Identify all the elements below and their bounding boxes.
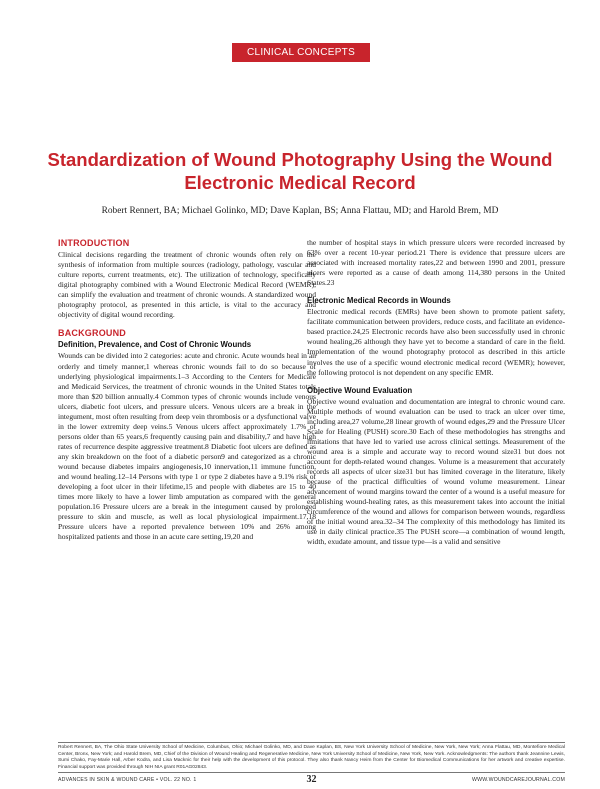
footer-divider — [58, 772, 565, 773]
objective-evaluation-subheading: Objective Wound Evaluation — [307, 385, 413, 395]
footnote-divider — [58, 742, 565, 743]
page-footer — [58, 775, 565, 784]
emr-paragraph: Electronic medical records (EMRs) have been shown to promote patient safety, facilitate communication between providers, reduce costs, and facilitate an evidence-based practice.24,25 Electronic records have also been successfully used in chronic wound healing,26 although they have yet to become a standard of care in the field. Implementation of the wound photography protocol as described in this article involves the use of a specific wound electronic medical record (WEMR); however, the following protocol is not dependent on any specific EMR. — [307, 307, 565, 377]
definition-paragraph: Wounds can be divided into 2 categories: acute and chronic. Acute wounds heal in an orderly and timely manner,1 whereas chronic wounds fail to do so because of underlying physiological impairments.1–3 According to the Centers for Medicare and Medicaid Services, the treatment of chronic wounds in the United States totals more than $20 billion annually.4 Common types of chronic wounds include venous ulcers, diabetic foot ulcers, and pressure ulcers. Venous ulcers are a break in the integument, most often resulting from deep vein thrombosis or a dysfunctional valve in the lower extremity deep veins.5 Venous ulcers affect approximately 1.7% of persons older than 65 years,6 frequently causing pain and disability,7 and have high rates of recurrence despite aggressive treatment.8 Diabetic foot ulcers are defined as any skin breakdown on the foot of a diabetic person9 and categorized as a chronic wound because diabetes impairs angiogenesis,10 innervation,11 immune function, and wound healing.12–14 Persons with type 1 or type 2 diabetes have a 9.1% risk of developing a foot ulcer in their lifetime,15 and people with diabetes are 15 to 40 times more likely to have a lower limb amputation as compared with the general population.16 Pressure ulcers are a break in the integument caused by prolonged pressure to skin and muscle, as well as local physiological impairment.17,18 Pressure ulcers have a reported prevalence between 10% and 26% among hospitalized patients and those in an acute care setting,19,20 and — [58, 351, 316, 542]
introduction-heading: INTRODUCTION — [58, 238, 130, 248]
journal-website: WWW.WOUNDCAREJOURNAL.COM — [472, 777, 565, 783]
right-column — [307, 238, 565, 549]
left-column — [58, 238, 316, 544]
definition-subheading: Definition, Prevalence, and Cost of Chronic Wounds — [58, 340, 252, 350]
introduction-paragraph: Clinical decisions regarding the treatment of chronic wounds often rely on the synthesis of information from multiple sources (radiology, pathology, vascular and culture reports, current treatments, etc). The utilization of technology, specifically digital photography combined with a Wound Electronic Medical Record (WEMR), can simplify the evaluation and treatment of chronic wounds. A standardized wound photography protocol, as presented in this article, is vital to the accuracy and objectivity of digital wound recording. — [58, 250, 316, 320]
author-affiliations-footnote: Robert Rennert, BA, The Ohio State University School of Medicine, Columbus, Ohio; Michael Golinko, MD, and Dave Kaplan, BS, New York University School of Medicine, New York, New York; Anna Flattau, MD, Montefiore Medical Center, Bronx, New York; and Harold Brem, MD, Chief of the Division of Wound Healing and Regenerative Medicine, New York University School of Medicine, New York, New York. Acknowledgments: The authors thank Jeannine Lewis, Sumi Chako, Fay-Marie Hall, Arber Kodra, and Lisa Macknic for their help with the development of this protocol. They also thank Nancy Heim from the Center for Biomedical Communications for her artwork and creative expertise. Financial support was provided through NIH NIA grant R01AG02843. — [58, 745, 565, 770]
page-number: 32 — [306, 774, 317, 785]
objective-evaluation-paragraph: Objective wound evaluation and documentation are integral to chronic wound care. Multiple methods of wound evaluation can be used to track an ulcer over time, including area,27 volume,28 linear growth of wound edges,29 and the Pressure Ulcer Scale for Healing (PUSH) score.30 Each of these methodologies has strengths and limitations that have led to varied use across clinical settings. Measurement of the wound area is a simple and accurate way to record wound size31 but does not account for depth-related wound changes. Volume is a measurement that accurately records all aspects of ulcer size31 but has limited coverage in the literature, likely because of the practical difficulties of wound volume measurement. Linear advancement of wound margins toward the center of a wound is a useful measure for establishing wound-healing rates, as this measurement takes into account the initial circumference of the wound and allows for comparison between wounds, regardless of the initial wound area.32–34 The complexity of this methodology has limited its use in daily clinical practice.35 The PUSH score—a combination of wound length, width, exudate amount, and tissue type—is a valid and sensitive — [307, 396, 565, 547]
emr-subheading: Electronic Medical Records in Wounds — [307, 296, 451, 306]
article-title: Standardization of Wound Photography Using the Wound Electronic Medical Record — [47, 149, 553, 193]
author-list: Robert Rennert, BA; Michael Golinko, MD; Dave Kaplan, BS; Anna Flattau, MD; and Harold Brem, MD — [101, 206, 499, 216]
continued-paragraph: the number of hospital stays in which pressure ulcers were recorded increased by 63% over a recent 10-year period.21 There is evidence that pressure ulcers are associated with increased mortality rates,22 and between 1990 and 2001, pressure ulcers were reported as a cause of death among 114,380 persons in the United States.23 — [307, 238, 565, 288]
section-banner: CLINICAL CONCEPTS — [232, 43, 370, 62]
background-heading: BACKGROUND — [58, 328, 126, 339]
journal-citation: ADVANCES IN SKIN & WOUND CARE • VOL. 22 NO. 1 — [58, 777, 197, 783]
